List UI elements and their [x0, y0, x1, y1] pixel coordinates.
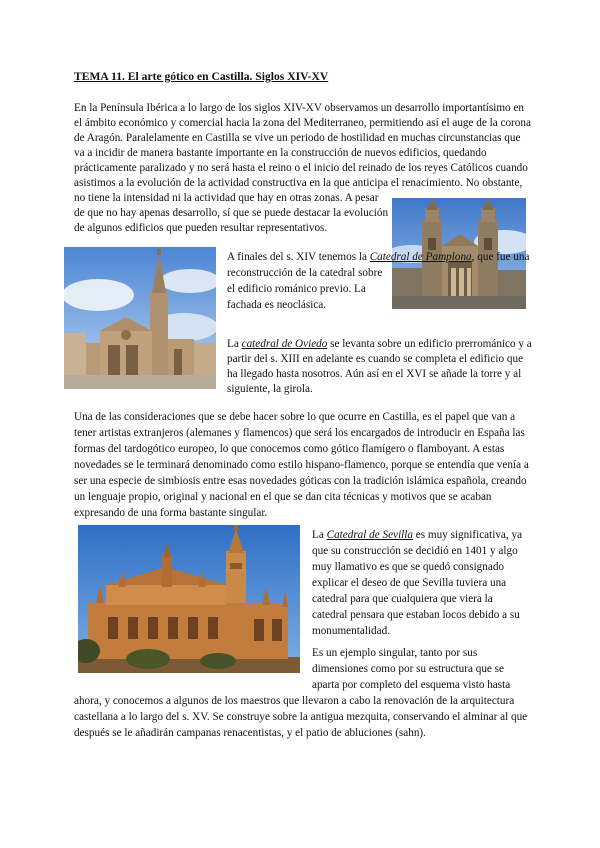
text-line: catedral para que cualquiera que viera la: [312, 593, 493, 605]
text-line: el edificio románico previo. La: [227, 283, 366, 295]
text-line: castellana a lo largo del s. XV. Se construye sobre la antigua mezquita, conservando el alminar al que: [74, 711, 528, 723]
text-line: de que no hay apenas desarrollo, sí que se puede destacar la evolución: [74, 207, 389, 219]
text-line: ha llegado hasta nosotros. Aún así en el XVI se añade la torre y al: [227, 368, 522, 380]
text-line: [227, 250, 529, 265]
text-run: es muy significativa, ya: [413, 529, 523, 541]
text-line: dimensiones como por su estructura que se: [312, 663, 505, 675]
text-line: un lenguaje propio, original y nacional en el que se dan cita técnicas y motivos que se acaban: [74, 491, 492, 503]
text-line: expresando de una forma bastante singular.: [74, 507, 268, 519]
text-line: no tiene la intensidad ni la actividad que hay en otras zonas. A pesar: [74, 192, 379, 204]
text-run: La: [227, 338, 242, 350]
text-line: novedades se le terminará denominado como estilo hispano-flamenco, porque se entendía que venía a: [74, 459, 529, 471]
text-run: , que fue una: [471, 251, 530, 263]
text-line: el ámbito económico y comercial hacia la zona del Mediterraneo, permitiendo así el auge de la corona: [74, 117, 531, 129]
text-line: de algunos edificios que pueden resultar representativos.: [74, 222, 328, 234]
text-line: En la Península Ibérica a lo largo de los siglos XIV-XV observamos un desarrollo importantísimo en: [74, 102, 525, 114]
text-line: partir del s. XIII en adelante es cuando se completa el edificio que: [227, 353, 524, 365]
text-line: que su construcción se decidió en 1401 y algo: [312, 545, 518, 557]
oviedo-cathedral-link[interactable]: catedral de Oviedo: [241, 338, 328, 350]
text-line: tener artistas extranjeros (alemanes y flamencos) que será los encargados de introducir en España las: [74, 427, 525, 439]
sevilla-cathedral-link[interactable]: Catedral de Sevilla: [326, 529, 413, 541]
pamplona-cathedral-link[interactable]: Catedral de Pamplona: [369, 251, 472, 263]
text-line: fachada es neoclásica.: [227, 299, 327, 311]
text-line: [312, 528, 522, 543]
text-line: Es un ejemplo singular, tanto por sus: [312, 647, 478, 659]
text-line: Una de las consideraciones que se debe hacer sobre lo que ocurre en Castilla, es el papel que van a: [74, 411, 516, 423]
oviedo-cathedral-photo: [64, 247, 216, 389]
text-run: La: [312, 529, 327, 541]
text-line: de Aragón. Paralelamente en Castilla se vive un periodo de hostilidad en muchas circunstancias que: [74, 132, 521, 144]
text-line: después se le añadirán campanas renacentistas, y el patio de abluciones (sahn).: [74, 727, 426, 739]
text-line: explicar el deseo de que Sevilla tuviera una: [312, 577, 507, 589]
text-line: va a incidir de manera bastante importante en la construcción de nuevos edificios, quedando: [74, 147, 487, 159]
text-run: A finales del s. XIV tenemos la: [227, 251, 367, 263]
text-line: monumentalidad.: [312, 625, 390, 637]
text-line: asistimos a la evolución de la actividad constructiva en la que anticipa el renacimiento. No obstante,: [74, 177, 523, 189]
text-line: ser una especie de simbiosis entre esas novedades góticas con la tradición islámica española, creando: [74, 475, 527, 487]
text-line: siguiente, la girola.: [227, 383, 313, 395]
text-line: muy llamativo es que se quedó consignado: [312, 561, 505, 573]
text-line: aparta por completo del esquema visto hasta: [312, 679, 511, 691]
text-run: se levanta sobre un edificio prerrománico y a: [327, 338, 532, 350]
text-line: formas del tardogótico europeo, lo que conocemos como gótico flamígero o flamboyant. A estas: [74, 443, 505, 455]
page-title: TEMA 11. El arte gótico en Castilla. Siglos XIV-XV: [74, 70, 329, 83]
text-line: [227, 337, 532, 352]
text-line: catedral pensara que estaban locos debido a su: [312, 609, 520, 621]
text-line: prácticamente paralizado y no será hasta el reino o el inicio del reinado de los reyes Católicos cuando: [74, 162, 528, 174]
text-line: ahora, y conocemos a algunos de los maestros que llevaron a cabo la renovación de la arquitectura: [74, 695, 515, 707]
text-line: reconstrucción de la catedral sobre: [227, 267, 383, 279]
sevilla-cathedral-photo: [78, 525, 300, 673]
